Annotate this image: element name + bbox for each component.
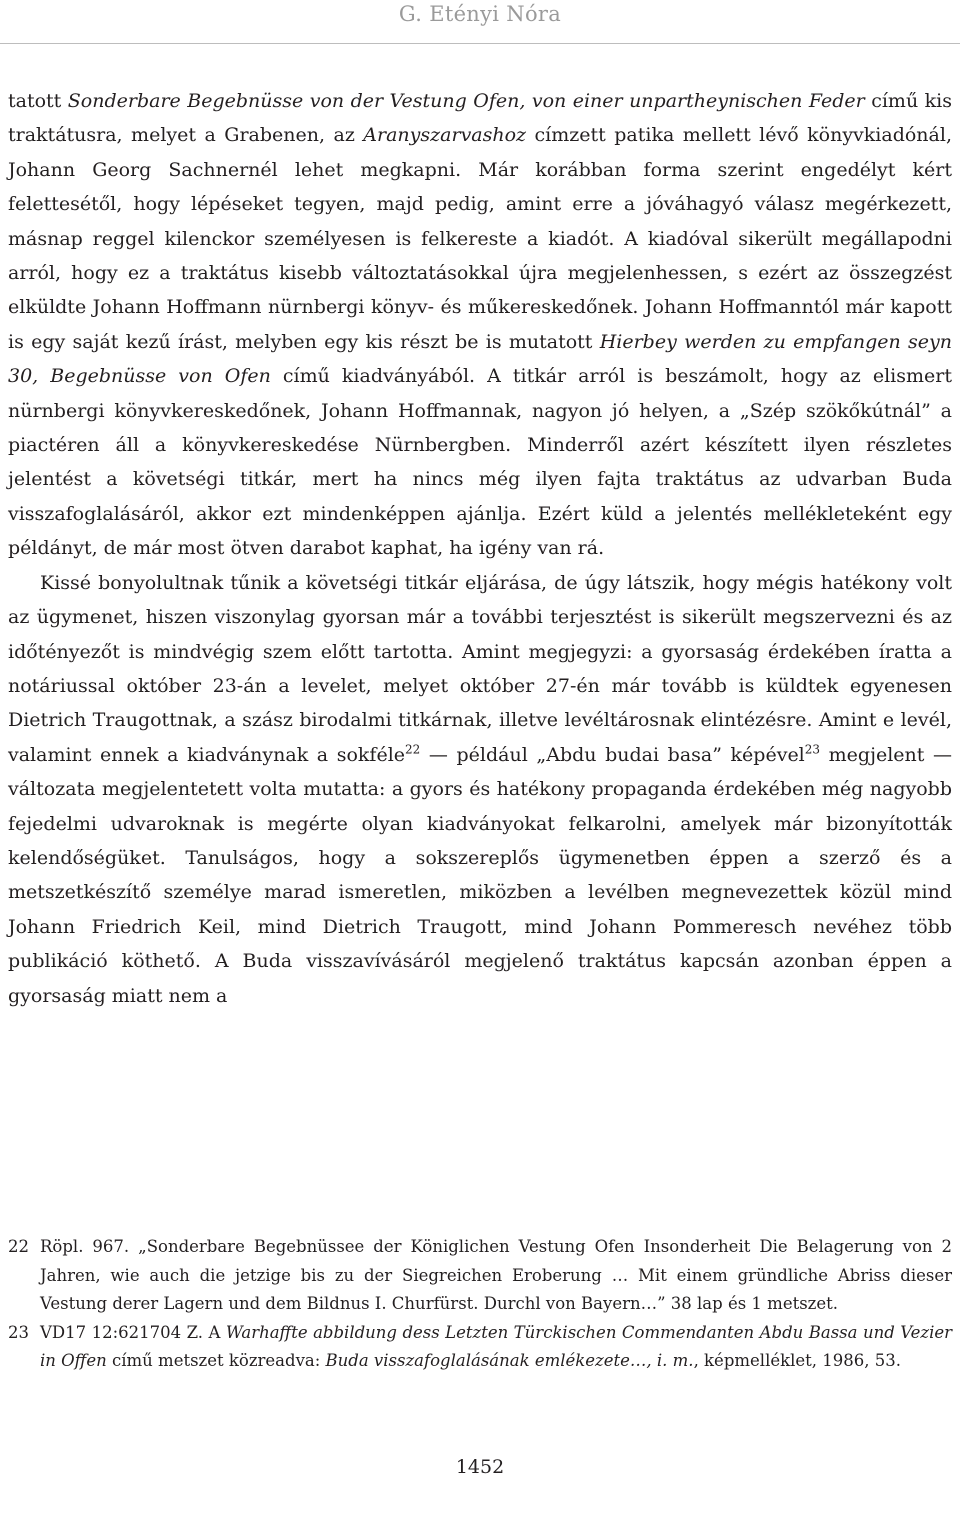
italic-name: Aranyszarvashoz [363,124,527,147]
italic-title: Sonderbare Begebnüsse von der Vestung Ofen, von einer unpartheynischen Feder [67,90,865,112]
footnote-text: Röpl. 967. „Sonderbare Begebnüssee der Königlichen Vestung Ofen Insonderheit Die Belagerung von 2 Jahren, wie auch die jetzige bis zu der Siegreichen Eroberung … Mit einem gründliche Abriss dieser Vestung derer Lagern und dem Bildnus I. Churfürst. Durchl von Bayern…” 38 lap és 1 metszet. [40,1237,952,1313]
text-run: tatott [8,90,68,112]
footnotes [8,1233,952,1376]
paragraph-2 [8,566,952,1013]
text-run: — például „Abdu budai basa” képével [420,743,805,766]
footnote-23 [8,1319,952,1376]
footnote-text: , képmelléklet, 1986, 53. [693,1351,901,1370]
footnote-ref-23[interactable]: 23 [804,742,821,757]
footnote-ref-22[interactable]: 22 [405,742,421,757]
footnote-text: című metszet közreadva: [106,1351,326,1370]
text-run: címzett patika mellett lévő könyvkiadónál, Johann Georg Sachnernél lehet megkapni. Már korábban forma szerint engedélyt kért felettesétől, hogy lépéseket tegyen, majd pedig, amint erre a jóváhagyó válasz megérkezett, másnap reggel kilenckor személyesen is felkereste a kiadót. A kiadóval sikerült megállapodni arról, hogy ez a traktátus kisebb változtatásokkal újra megjelenhessen, s ezért az összegzést elküldte Johann Hoffmann nürnbergi könyv- és műkereskedőnek. Johann Hoffmanntól már kapott is egy saját kezű írást, melyben egy kis részt be is mutatott [8,124,952,353]
footnote-number: 23 [8,1322,29,1342]
header-rule [0,43,960,44]
text-run: megjelent — változata megjelentetett volta mutatta: a gyors és hatékony propaganda érdekében még nagyobb fejedelmi udvaroknak is megérte olyan kiadványokat felkarolni, amelyek már bizonyították kelendőségüket. Tanulságos, hogy a sokszereplős ügymenetben éppen a szerző és a metszetkészítő személye marad ismeretlen, miközben a levélben megnevezettek közül mind Johann Friedrich Keil, mind Dietrich Traugott, mind Johann Pommeresch nevéhez több publikáció köthető. A Buda visszavívásáról megjelenő traktátus kapcsán azonban éppen a gyorsaság miatt nem a [8,743,952,1007]
running-header: G. Etényi Nóra [398,2,562,26]
paragraph-1 [8,84,952,566]
text-run: című kis traktátusra, melyet a Grabenen, az [8,90,952,147]
text-run: című kiadványából. A titkár arról is beszámolt, hogy az elismert nürnbergi könyvkereskedőnek, Johann Hoffmannak, nagyon jó helyen, a „Szép szökőkútnál” a piactéren áll a könyvkereskedése Nürnbergben. Minderről azért készített ilyen részletes jelentést a követségi titkár, mert ha nincs még ilyen fajta traktátus az udvarban Buda visszafoglalásáról, akkor ezt mindenképpen ajánlja. Ezért küld a jelentés mellékleteként egy példányt, de már most ötven darabot kaphat, ha igény van rá. [8,365,952,560]
text-run: Kissé bonyolultnak tűnik a követségi titkár eljárása, de úgy látszik, hogy mégis hatékony volt az ügymenet, hiszen viszonylag gyorsan már a további terjesztést is sikerült megszervezni és az időtényezőt is mindvégig szem előtt tartotta. Amint megjegyzi: a gyorsaság érdekében íratta a notáriussal október 23-án a levelet, melyet október 27-én már tovább is küldtek egyenesen Dietrich Traugottnak, a szász birodalmi titkárnak, illetve levéltárosnak elintézésre. Amint e levél, valamint ennek a kiadványnak a sokféle [8,571,952,766]
footnote-22 [8,1233,952,1319]
footnote-text: VD17 12:621704 Z. A [40,1322,226,1342]
italic-title: Warhaffte abbildung dess Letzten Türckischen Commendanten Abdu Bassa und Vezier in Offen [40,1322,952,1370]
footnote-number: 22 [8,1237,29,1256]
page-number: 1452 [455,1456,505,1478]
main-text [8,84,952,1013]
italic-title: Buda visszafoglalásának emlékezete…, i. m. [325,1351,694,1370]
italic-title: Hierbey werden zu empfangen seyn 30, Begebnüsse von Ofen [8,330,952,388]
